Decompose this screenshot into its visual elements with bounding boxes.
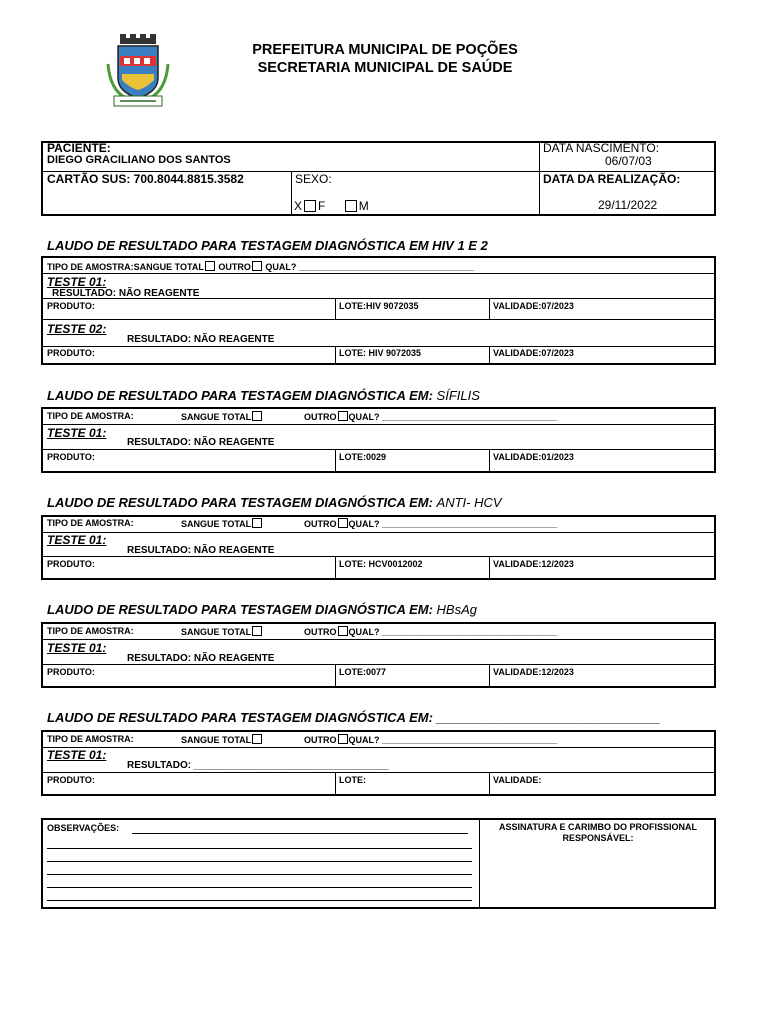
hiv-amostra-label: TIPO DE AMOSTRA:SANGUE TOTAL xyxy=(47,262,204,272)
hiv-lote1: LOTE:HIV 9072035 xyxy=(339,301,419,311)
obs-label: OBSERVAÇÕES: xyxy=(47,823,120,833)
hbsag-teste: TESTE 01: xyxy=(47,641,107,655)
sifilis-qual-label: QUAL? ___________________________________ xyxy=(348,412,558,422)
other-amostra: TIPO DE AMOSTRA: xyxy=(47,734,134,744)
other-title-blank: _______________________________ xyxy=(436,710,661,725)
hcv-validade: VALIDADE:12/2023 xyxy=(493,559,574,569)
other-outro xyxy=(304,734,557,745)
hiv-title: LAUDO DE RESULTADO PARA TESTAGEM DIAGNÓSTICA EM HIV 1 E 2 xyxy=(47,238,488,253)
sign-line2: RESPONSÁVEL: xyxy=(562,833,634,843)
hbsag-title xyxy=(47,602,477,617)
hiv-produto2: PRODUTO: xyxy=(47,348,95,358)
hcv-sangue xyxy=(181,518,263,529)
sifilis-outro-checkbox[interactable] xyxy=(338,411,348,421)
hbsag-outro-label: OUTRO xyxy=(304,627,337,637)
hcv-produto: PRODUTO: xyxy=(47,559,95,569)
hcv-title-text: LAUDO DE RESULTADO PARA TESTAGEM DIAGNÓSTICA EM: xyxy=(47,495,433,510)
birth-value: 06/07/03 xyxy=(605,154,652,168)
hiv-validade2: VALIDADE:07/2023 xyxy=(493,348,574,358)
sex-options xyxy=(294,199,369,213)
sex-label: SEXO: xyxy=(295,172,332,186)
municipal-logo xyxy=(106,34,170,108)
sex-m-checkbox[interactable] xyxy=(345,200,357,212)
hbsag-res: RESULTADO: NÃO REAGENTE xyxy=(127,653,275,664)
sign-line1: ASSINATURA E CARIMBO DO PROFISSIONAL xyxy=(498,822,697,832)
sex-mark: X xyxy=(294,199,303,213)
hbsag-amostra: TIPO DE AMOSTRA: xyxy=(47,626,134,636)
sifilis-sangue-label: SANGUE TOTAL xyxy=(181,412,252,422)
sifilis-sangue-checkbox[interactable] xyxy=(252,411,262,421)
sifilis-title xyxy=(47,388,480,403)
sifilis-outro xyxy=(304,411,557,422)
hcv-sangue-label: SANGUE TOTAL xyxy=(181,519,252,529)
hcv-res: RESULTADO: NÃO REAGENTE xyxy=(127,545,275,556)
hcv-outro xyxy=(304,518,557,529)
sifilis-res: RESULTADO: NÃO REAGENTE xyxy=(127,437,275,448)
hbsag-sangue-checkbox[interactable] xyxy=(252,626,262,636)
hcv-sangue-checkbox[interactable] xyxy=(252,518,262,528)
hcv-title-value: ANTI- HCV xyxy=(436,495,502,510)
birth-label: DATA NASCIMENTO: xyxy=(543,141,660,155)
hiv-lote2: LOTE: HIV 9072035 xyxy=(339,348,422,358)
date-label: DATA DA REALIZAÇÃO: xyxy=(543,172,681,186)
hcv-amostra: TIPO DE AMOSTRA: xyxy=(47,518,134,528)
sex-m-label: M xyxy=(358,199,369,213)
other-qual-label: QUAL? ___________________________________ xyxy=(348,735,558,745)
hbsag-sangue xyxy=(181,626,263,637)
other-title xyxy=(47,710,661,725)
other-validade: VALIDADE: xyxy=(493,775,542,785)
hbsag-validade: VALIDADE:12/2023 xyxy=(493,667,574,677)
sifilis-lote: LOTE:0029 xyxy=(339,452,387,462)
sifilis-validade: VALIDADE:01/2023 xyxy=(493,452,574,462)
sifilis-produto: PRODUTO: xyxy=(47,452,95,462)
hiv-res1: RESULTADO: NÃO REAGENTE xyxy=(52,288,200,299)
header-line1: PREFEITURA MUNICIPAL DE POÇÕES xyxy=(252,42,518,58)
other-sangue-checkbox[interactable] xyxy=(252,734,262,744)
header-line2: SECRETARIA MUNICIPAL DE SAÚDE xyxy=(257,60,513,76)
hbsag-title-value: HBsAg xyxy=(436,602,477,617)
sex-f-label: F xyxy=(318,199,326,213)
hbsag-outro xyxy=(304,626,557,637)
hiv-teste1: TESTE 01: xyxy=(47,275,107,289)
other-title-text: LAUDO DE RESULTADO PARA TESTAGEM DIAGNÓSTICA EM: xyxy=(47,710,433,725)
other-sangue xyxy=(181,734,263,745)
hiv-validade1: VALIDADE:07/2023 xyxy=(493,301,574,311)
other-produto: PRODUTO: xyxy=(47,775,95,785)
other-outro-checkbox[interactable] xyxy=(338,734,348,744)
other-teste: TESTE 01: xyxy=(47,748,107,762)
patient-name: DIEGO GRACILIANO DOS SANTOS xyxy=(47,154,231,166)
hiv-amostra xyxy=(47,261,474,272)
hbsag-lote: LOTE:0077 xyxy=(339,667,387,677)
hcv-teste: TESTE 01: xyxy=(47,533,107,547)
hbsag-qual-label: QUAL? ___________________________________ xyxy=(348,627,558,637)
hiv-outro-label: OUTRO xyxy=(218,262,251,272)
hiv-sangue-checkbox[interactable] xyxy=(205,261,215,271)
hcv-title xyxy=(47,495,502,510)
hbsag-sangue-label: SANGUE TOTAL xyxy=(181,627,252,637)
sifilis-amostra: TIPO DE AMOSTRA: xyxy=(47,411,134,421)
hiv-outro-checkbox[interactable] xyxy=(252,261,262,271)
hbsag-outro-checkbox[interactable] xyxy=(338,626,348,636)
sifilis-title-value: SÍFILIS xyxy=(436,388,480,403)
other-sangue-label: SANGUE TOTAL xyxy=(181,735,252,745)
date-value: 29/11/2022 xyxy=(598,198,658,212)
other-outro-label: OUTRO xyxy=(304,735,337,745)
hcv-outro-label: OUTRO xyxy=(304,519,337,529)
hcv-outro-checkbox[interactable] xyxy=(338,518,348,528)
hiv-res2: RESULTADO: NÃO REAGENTE xyxy=(127,334,275,345)
sus-card: CARTÃO SUS: 700.8044.8815.3582 xyxy=(47,172,244,186)
hbsag-produto: PRODUTO: xyxy=(47,667,95,677)
other-lote: LOTE: xyxy=(339,775,366,785)
sifilis-sangue xyxy=(181,411,263,422)
hcv-lote: LOTE: HCV0012002 xyxy=(339,559,423,569)
sifilis-title-text: LAUDO DE RESULTADO PARA TESTAGEM DIAGNÓSTICA EM: xyxy=(47,388,433,403)
hiv-teste2: TESTE 02: xyxy=(47,322,107,336)
hcv-qual-label: QUAL? ___________________________________ xyxy=(348,519,558,529)
sex-f-checkbox[interactable] xyxy=(304,200,316,212)
hiv-qual-label: QUAL? ___________________________________ xyxy=(265,262,475,272)
coat-of-arms-icon xyxy=(106,34,170,108)
other-res: RESULTADO: ___________________________________ xyxy=(127,760,389,771)
sifilis-teste: TESTE 01: xyxy=(47,426,107,440)
patient-label: PACIENTE: xyxy=(47,141,111,155)
hbsag-title-text: LAUDO DE RESULTADO PARA TESTAGEM DIAGNÓSTICA EM: xyxy=(47,602,433,617)
sifilis-outro-label: OUTRO xyxy=(304,412,337,422)
hiv-produto1: PRODUTO: xyxy=(47,301,95,311)
